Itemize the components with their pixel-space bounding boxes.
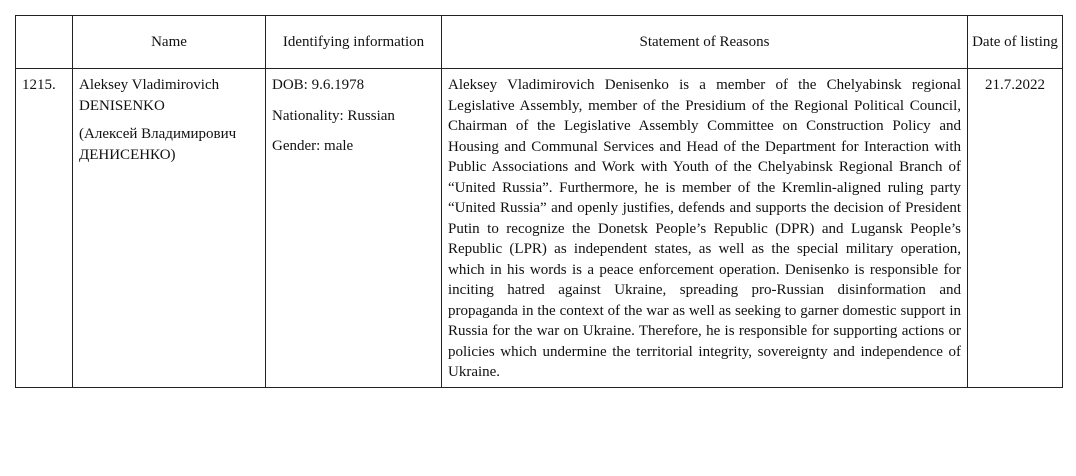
header-statement-of-reasons: Statement of Reasons (442, 16, 968, 69)
date-of-listing: 21.7.2022 (968, 69, 1063, 388)
nationality: Nationality: Russian (272, 107, 395, 124)
entry-number: 1215. (16, 69, 73, 388)
name-latin: Aleksey Vladimirovich DENISENKO (79, 77, 220, 114)
entry-name-cell (73, 69, 266, 388)
header-date-of-listing: Date of listing (968, 16, 1063, 69)
entry-identifying-cell (266, 69, 442, 388)
date-of-birth: DOB: 9.6.1978 (272, 77, 365, 93)
gender: Gender: male (272, 138, 354, 154)
header-number (16, 16, 73, 69)
table-row (16, 69, 1063, 388)
name-cyrillic: (Алексей Владимирович ДЕНИСЕНКО) (79, 126, 237, 163)
header-row (16, 16, 1063, 69)
header-name: Name (73, 16, 266, 69)
header-identifying-information: Identifying information (266, 16, 442, 69)
sanctions-table (15, 15, 1063, 388)
statement-of-reasons: Aleksey Vladimirovich Denisenko is a member of the Chelyabinsk regional Legislative Assembly, member of the Presidium of the Regional Political Council, Chairman of the Legislative Assembly Committee on Construction Policy and Housing and Communal Services and Head of the Department for Interaction with Public Associations and Work with Youth of the Chelyabinsk Regional Branch of “United Russia”. Furthermore, he is member of the Kremlin-aligned ruling party “United Russia” and openly justifies, defends and supports the decision of President Putin to recognize the Donetsk People’s Republic (DPR) and Lugansk People’s Republic (LPR) as independent states, as well as the special military operation, which in his words is a peace enforcement operation. Denisenko is responsible for inciting hatred against Ukraine, spreading pro-Russian disinformation and propaganda in the context of the war as well as seeking to garner domestic support in Russia for the war on Ukraine. Therefore, he is responsible for supporting actions or policies which undermine the territorial integrity, sovereignty and independence of Ukraine. (442, 69, 968, 388)
